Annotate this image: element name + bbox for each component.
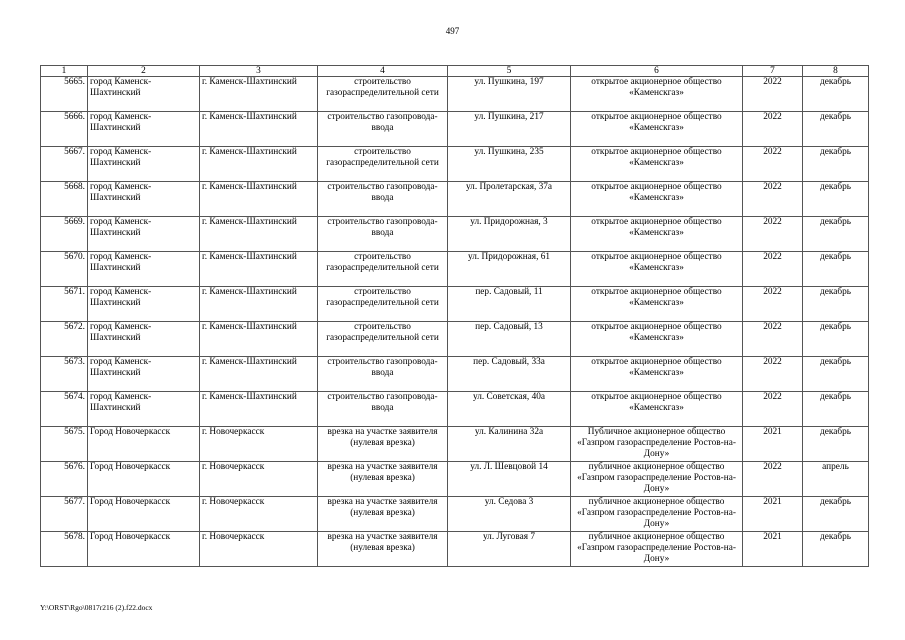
month-cell: декабрь — [803, 287, 869, 322]
operator-cell: открытое акционерное общество «Каменскгаз» — [571, 217, 743, 252]
month-cell: декабрь — [803, 77, 869, 112]
year-cell: 2021 — [743, 497, 803, 532]
column-number: 2 — [88, 66, 200, 77]
work-type-cell: строительство газопровода-ввода — [318, 392, 448, 427]
municipality-cell: Город Новочеркасск — [88, 497, 200, 532]
column-number: 1 — [41, 66, 88, 77]
settlement-cell: г. Каменск-Шахтинский — [200, 357, 318, 392]
year-cell: 2022 — [743, 287, 803, 322]
work-type-cell: строительство газопровода-ввода — [318, 112, 448, 147]
address-cell: ул. Пушкина, 235 — [448, 147, 571, 182]
work-type-cell: врезка на участке заявителя (нулевая врезка) — [318, 497, 448, 532]
address-cell: ул. Пушкина, 197 — [448, 77, 571, 112]
address-cell: ул. Придорожная, 61 — [448, 252, 571, 287]
row-number: 5671. — [41, 287, 88, 322]
work-type-cell: строительство газораспределительной сети — [318, 322, 448, 357]
settlement-cell: г. Каменск-Шахтинский — [200, 252, 318, 287]
municipality-cell: город Каменск-Шахтинский — [88, 147, 200, 182]
table-row — [41, 112, 869, 147]
row-number: 5666. — [41, 112, 88, 147]
settlement-cell: г. Новочеркасск — [200, 427, 318, 462]
settlement-cell: г. Каменск-Шахтинский — [200, 217, 318, 252]
row-number: 5673. — [41, 357, 88, 392]
address-cell: пер. Садовый, 11 — [448, 287, 571, 322]
operator-cell: открытое акционерное общество «Каменскгаз» — [571, 147, 743, 182]
row-number: 5668. — [41, 182, 88, 217]
address-cell: ул. Л. Шевцовой 14 — [448, 462, 571, 497]
row-number: 5670. — [41, 252, 88, 287]
settlement-cell: г. Новочеркасск — [200, 497, 318, 532]
row-number: 5669. — [41, 217, 88, 252]
table-row — [41, 427, 869, 462]
municipality-cell: город Каменск-Шахтинский — [88, 322, 200, 357]
month-cell: декабрь — [803, 112, 869, 147]
column-number-row — [41, 66, 869, 77]
month-cell: декабрь — [803, 322, 869, 357]
settlement-cell: г. Каменск-Шахтинский — [200, 182, 318, 217]
municipality-cell: город Каменск-Шахтинский — [88, 182, 200, 217]
year-cell: 2022 — [743, 77, 803, 112]
table-row — [41, 392, 869, 427]
table-row — [41, 182, 869, 217]
year-cell: 2022 — [743, 462, 803, 497]
gasification-table — [40, 65, 869, 567]
work-type-cell: строительство газопровода-ввода — [318, 182, 448, 217]
year-cell: 2022 — [743, 217, 803, 252]
settlement-cell: г. Каменск-Шахтинский — [200, 392, 318, 427]
footer-file-path: Y:\ORST\Rgo\0817r216 (2).f22.docx — [40, 603, 153, 612]
table-row — [41, 532, 869, 567]
year-cell: 2022 — [743, 112, 803, 147]
month-cell: декабрь — [803, 497, 869, 532]
work-type-cell: строительство газопровода-ввода — [318, 357, 448, 392]
municipality-cell: город Каменск-Шахтинский — [88, 357, 200, 392]
operator-cell: открытое акционерное общество «Каменскгаз» — [571, 252, 743, 287]
work-type-cell: строительство газораспределительной сети — [318, 147, 448, 182]
table-row — [41, 217, 869, 252]
row-number: 5674. — [41, 392, 88, 427]
address-cell: пер. Садовый, 13 — [448, 322, 571, 357]
settlement-cell: г. Новочеркасск — [200, 532, 318, 567]
month-cell: декабрь — [803, 252, 869, 287]
settlement-cell: г. Каменск-Шахтинский — [200, 322, 318, 357]
row-number: 5675. — [41, 427, 88, 462]
municipality-cell: Город Новочеркасск — [88, 532, 200, 567]
year-cell: 2021 — [743, 427, 803, 462]
municipality-cell: город Каменск-Шахтинский — [88, 77, 200, 112]
year-cell: 2022 — [743, 252, 803, 287]
municipality-cell: город Каменск-Шахтинский — [88, 392, 200, 427]
operator-cell: открытое акционерное общество «Каменскгаз» — [571, 287, 743, 322]
table-row — [41, 322, 869, 357]
operator-cell: открытое акционерное общество «Каменскгаз» — [571, 357, 743, 392]
year-cell: 2021 — [743, 532, 803, 567]
operator-cell: открытое акционерное общество «Каменскгаз» — [571, 77, 743, 112]
settlement-cell: г. Новочеркасск — [200, 462, 318, 497]
settlement-cell: г. Каменск-Шахтинский — [200, 77, 318, 112]
address-cell: ул. Советская, 40а — [448, 392, 571, 427]
year-cell: 2022 — [743, 392, 803, 427]
operator-cell: открытое акционерное общество «Каменскгаз» — [571, 182, 743, 217]
column-number: 5 — [448, 66, 571, 77]
operator-cell: Публичное акционерное общество «Газпром газораспределение Ростов-на-Дону» — [571, 427, 743, 462]
month-cell: декабрь — [803, 427, 869, 462]
column-number: 3 — [200, 66, 318, 77]
address-cell: ул. Седова 3 — [448, 497, 571, 532]
year-cell: 2022 — [743, 322, 803, 357]
settlement-cell: г. Каменск-Шахтинский — [200, 147, 318, 182]
operator-cell: открытое акционерное общество «Каменскгаз» — [571, 392, 743, 427]
column-number: 6 — [571, 66, 743, 77]
settlement-cell: г. Каменск-Шахтинский — [200, 287, 318, 322]
address-cell: ул. Пушкина, 217 — [448, 112, 571, 147]
row-number: 5678. — [41, 532, 88, 567]
work-type-cell: строительство газораспределительной сети — [318, 77, 448, 112]
operator-cell: публичное акционерное общество «Газпром газораспределение Ростов-на-Дону» — [571, 497, 743, 532]
column-number: 7 — [743, 66, 803, 77]
month-cell: декабрь — [803, 392, 869, 427]
work-type-cell: строительство газораспределительной сети — [318, 287, 448, 322]
year-cell: 2022 — [743, 147, 803, 182]
table-row — [41, 462, 869, 497]
month-cell: декабрь — [803, 357, 869, 392]
row-number: 5677. — [41, 497, 88, 532]
row-number: 5667. — [41, 147, 88, 182]
operator-cell: открытое акционерное общество «Каменскгаз» — [571, 112, 743, 147]
table-row — [41, 287, 869, 322]
municipality-cell: Город Новочеркасск — [88, 462, 200, 497]
settlement-cell: г. Каменск-Шахтинский — [200, 112, 318, 147]
municipality-cell: город Каменск-Шахтинский — [88, 217, 200, 252]
table-row — [41, 497, 869, 532]
municipality-cell: город Каменск-Шахтинский — [88, 112, 200, 147]
table-row — [41, 252, 869, 287]
work-type-cell: строительство газораспределительной сети — [318, 252, 448, 287]
municipality-cell: город Каменск-Шахтинский — [88, 287, 200, 322]
operator-cell: публичное акционерное общество «Газпром газораспределение Ростов-на-Дону» — [571, 462, 743, 497]
municipality-cell: город Каменск-Шахтинский — [88, 252, 200, 287]
work-type-cell: врезка на участке заявителя (нулевая врезка) — [318, 532, 448, 567]
table-row — [41, 77, 869, 112]
column-number: 4 — [318, 66, 448, 77]
address-cell: ул. Луговая 7 — [448, 532, 571, 567]
year-cell: 2022 — [743, 182, 803, 217]
page-number: 497 — [445, 26, 460, 36]
column-number: 8 — [803, 66, 869, 77]
table-row — [41, 147, 869, 182]
row-number: 5665. — [41, 77, 88, 112]
table-row — [41, 357, 869, 392]
year-cell: 2022 — [743, 357, 803, 392]
work-type-cell: врезка на участке заявителя (нулевая врезка) — [318, 427, 448, 462]
row-number: 5676. — [41, 462, 88, 497]
work-type-cell: строительство газопровода-ввода — [318, 217, 448, 252]
address-cell: пер. Садовый, 33а — [448, 357, 571, 392]
month-cell: декабрь — [803, 532, 869, 567]
operator-cell: публичное акционерное общество «Газпром газораспределение Ростов-на-Дону» — [571, 532, 743, 567]
address-cell: ул. Придорожная, 3 — [448, 217, 571, 252]
municipality-cell: Город Новочеркасск — [88, 427, 200, 462]
work-type-cell: врезка на участке заявителя (нулевая врезка) — [318, 462, 448, 497]
month-cell: декабрь — [803, 217, 869, 252]
month-cell: декабрь — [803, 182, 869, 217]
operator-cell: открытое акционерное общество «Каменскгаз» — [571, 322, 743, 357]
address-cell: ул. Пролетарская, 37а — [448, 182, 571, 217]
month-cell: декабрь — [803, 147, 869, 182]
month-cell: апрель — [803, 462, 869, 497]
address-cell: ул. Калинина 32а — [448, 427, 571, 462]
row-number: 5672. — [41, 322, 88, 357]
